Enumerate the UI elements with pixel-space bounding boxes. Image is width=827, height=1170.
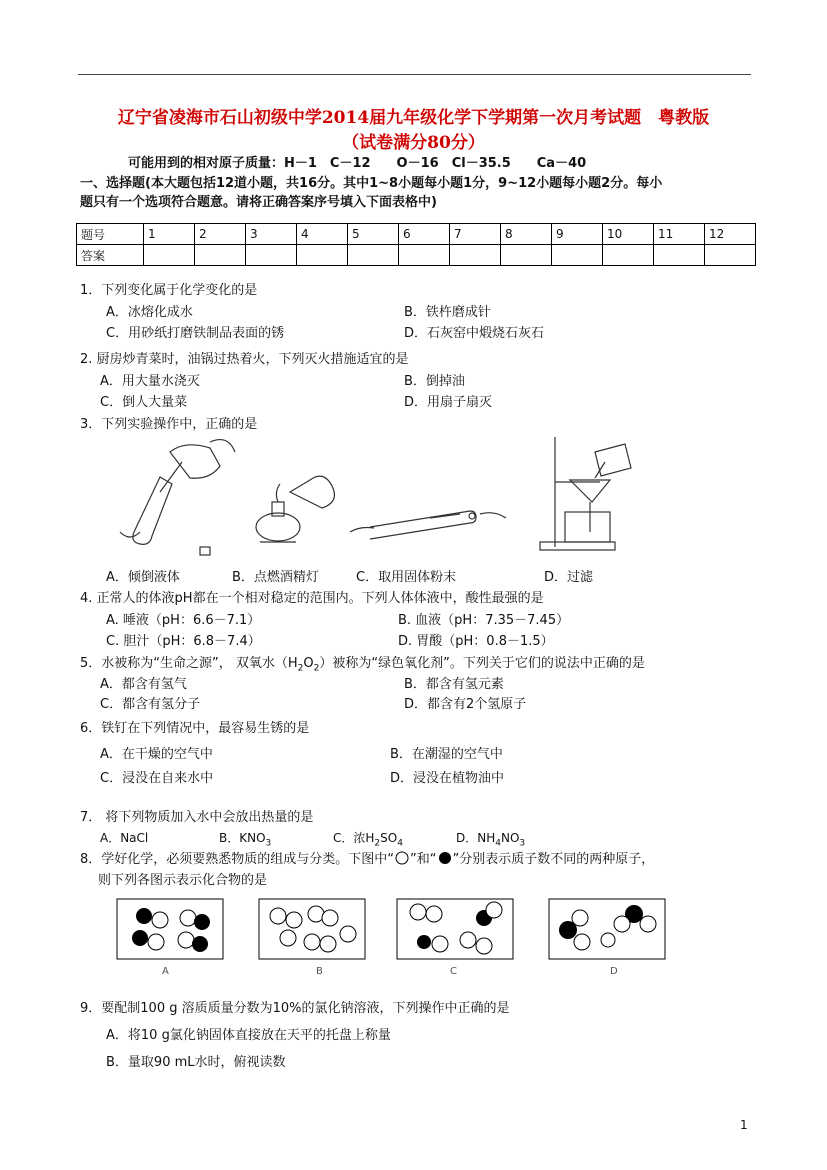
- answer-cell[interactable]: [603, 245, 654, 266]
- molecule-diagram-a: [116, 898, 224, 960]
- table-cell: 11: [654, 224, 705, 245]
- q5-stem: [80, 652, 645, 674]
- q9-option-b: B．量取90 mL水时，俯视读数: [106, 1055, 286, 1070]
- page-subtitle: （试卷满分80分）: [342, 133, 485, 153]
- answer-cell[interactable]: [654, 245, 705, 266]
- q1-option-c: C．用砂纸打磨铁制品表面的锈: [106, 326, 285, 341]
- table-cell: 7: [450, 224, 501, 245]
- q5-stem-pre: 5．水被称为“生命之源”， 双氧水（H: [80, 656, 298, 671]
- q1-option-b: B．铁杵磨成针: [404, 305, 491, 320]
- diagram-label-d: D: [610, 966, 618, 977]
- q2-option-c: C．倒人大量菜: [100, 395, 188, 410]
- q6-option-a: A．在干燥的空气中: [100, 747, 213, 762]
- q6-option-d: D．浸没在植物油中: [390, 771, 505, 786]
- q5-sub: 2: [313, 663, 320, 674]
- answer-cell[interactable]: [246, 245, 297, 266]
- table-cell: 5: [348, 224, 399, 245]
- q7-option-d: D．$NH_4NO_3$: [456, 831, 526, 849]
- q4-option-d: D. 胃酸（pH：0.8－1.5）: [398, 634, 554, 649]
- answer-cell[interactable]: [195, 245, 246, 266]
- answer-cell[interactable]: [399, 245, 450, 266]
- table-row: [77, 224, 756, 245]
- table-row: [77, 245, 756, 266]
- diagram-label-c: C: [450, 966, 457, 977]
- answer-cell[interactable]: [144, 245, 195, 266]
- q2-stem: 2. 厨房炒青菜时，油锅过热着火，下列灭火措施适宜的是: [80, 352, 409, 367]
- q5-option-a: A．都含有氢气: [100, 677, 187, 692]
- answer-cell[interactable]: [450, 245, 501, 266]
- pour-liquid-figure: [120, 440, 235, 555]
- molecule-diagram-c: [396, 898, 514, 960]
- q3-stem: 3．下列实验操作中，正确的是: [80, 417, 258, 432]
- table-cell: 4: [297, 224, 348, 245]
- top-rule: [78, 74, 751, 75]
- table-cell: 8: [501, 224, 552, 245]
- q7-option-a: A．NaCl: [100, 831, 149, 845]
- q3-option-b: B．点燃酒精灯: [232, 570, 319, 585]
- table-cell: 3: [246, 224, 297, 245]
- q8-stem: 8．学好化学，必须要熟悉物质的组成与分类。下图中“ ”和“ ”分别表示质子数不同的两种原子，: [80, 852, 655, 867]
- section-instructions-1: 一、选择题(本大题包括12道小题，共16分。其中1~8小题每小题1分，9~12小题每小题2分。每小: [80, 176, 663, 191]
- section-instructions-2: 题只有一个选项符合题意。请将正确答案序号填入下面表格中): [80, 195, 437, 210]
- white-atom-icon: [394, 851, 410, 865]
- light-alcohol-lamp-figure: [256, 476, 334, 542]
- table-cell: 1: [144, 224, 195, 245]
- q3-option-a: A．倾倒液体: [106, 570, 180, 585]
- answer-cell[interactable]: [705, 245, 756, 266]
- q4-option-a: A. 唾液（pH：6.6－7.1）: [106, 613, 261, 628]
- q7-stem: 7． 将下列物质加入水中会放出热量的是: [80, 810, 314, 825]
- q5-option-b: B．都含有氢元素: [404, 677, 504, 692]
- molecule-diagram-d: [548, 898, 666, 960]
- diagram-label-a: A: [162, 966, 169, 977]
- solid-powder-figure: [350, 511, 506, 539]
- q5-option-c: C．都含有氢分子: [100, 697, 201, 712]
- diagram-label-b: B: [316, 966, 323, 977]
- q4-option-c: C. 胆汁（pH：6.8－7.4）: [106, 634, 261, 649]
- page-title: 辽宁省凌海市石山初级中学2014届九年级化学下学期第一次月考试题 粤教版: [117, 108, 710, 128]
- q5-sub: 2: [297, 663, 304, 674]
- answer-table: [76, 223, 756, 266]
- q9-option-a: A．将10 g氯化钠固体直接放在天平的托盘上称量: [106, 1028, 391, 1043]
- q2-option-b: B．倒掉油: [404, 374, 465, 389]
- q6-stem: 6．铁钉在下列情况中，最容易生锈的是: [80, 721, 310, 736]
- atomic-mass-line: 可能用到的相对原子质量：H－1 C－12 O－16 Cl－35.5 Ca－40: [128, 156, 587, 171]
- q4-option-b: B. 血液（pH：7.35－7.45）: [398, 613, 570, 628]
- q5-stem-post: ）被称为“绿色氧化剂”。下列关于它们的说法中正确的是: [319, 656, 645, 671]
- q7-option-b: B．$KNO_3$: [219, 831, 272, 849]
- table-cell: 12: [705, 224, 756, 245]
- q2-option-a: A．用大量水浇灭: [100, 374, 200, 389]
- q6-option-b: B．在潮湿的空气中: [390, 747, 503, 762]
- q8-stem-line2: 则下列各图示表示化合物的是: [98, 873, 268, 888]
- answer-cell[interactable]: [297, 245, 348, 266]
- table-cell: 6: [399, 224, 450, 245]
- table-cell: 2: [195, 224, 246, 245]
- answer-cell[interactable]: [348, 245, 399, 266]
- q4-stem: 4. 正常人的体液pH都在一个相对稳定的范围内。下列人体体液中，酸性最强的是: [80, 591, 544, 606]
- answer-cell[interactable]: [552, 245, 603, 266]
- q1-stem: 1．下列变化属于化学变化的是: [80, 283, 258, 298]
- q6-option-c: C．浸没在自来水中: [100, 771, 214, 786]
- q7-option-c: C．浓$H_2SO_4$: [333, 831, 403, 849]
- page-number: 1: [740, 1118, 748, 1132]
- table-header-cell: 题号: [77, 224, 144, 245]
- q3-option-d: D．过滤: [544, 570, 594, 585]
- table-cell: 9: [552, 224, 603, 245]
- lab-operation-figures: [100, 432, 720, 562]
- answer-cell[interactable]: [501, 245, 552, 266]
- filtration-figure: [540, 437, 631, 550]
- q5-option-d: D．都含有2个氢原子: [404, 697, 527, 712]
- table-cell: 10: [603, 224, 654, 245]
- molecule-diagram-b: [258, 898, 366, 960]
- q2-option-d: D．用扇子扇灭: [404, 395, 493, 410]
- q9-stem: 9．要配制100 g 溶质质量分数为10%的氯化钠溶液，下列操作中正确的是: [80, 1001, 510, 1016]
- black-atom-icon: [437, 851, 453, 865]
- table-header-cell: 答案: [77, 245, 144, 266]
- q1-option-a: A．冰熔化成水: [106, 305, 193, 320]
- q5-stem-mid: O: [303, 656, 314, 671]
- q1-option-d: D．石灰窑中煅烧石灰石: [404, 326, 545, 341]
- q3-option-c: C．取用固体粉末: [356, 570, 457, 585]
